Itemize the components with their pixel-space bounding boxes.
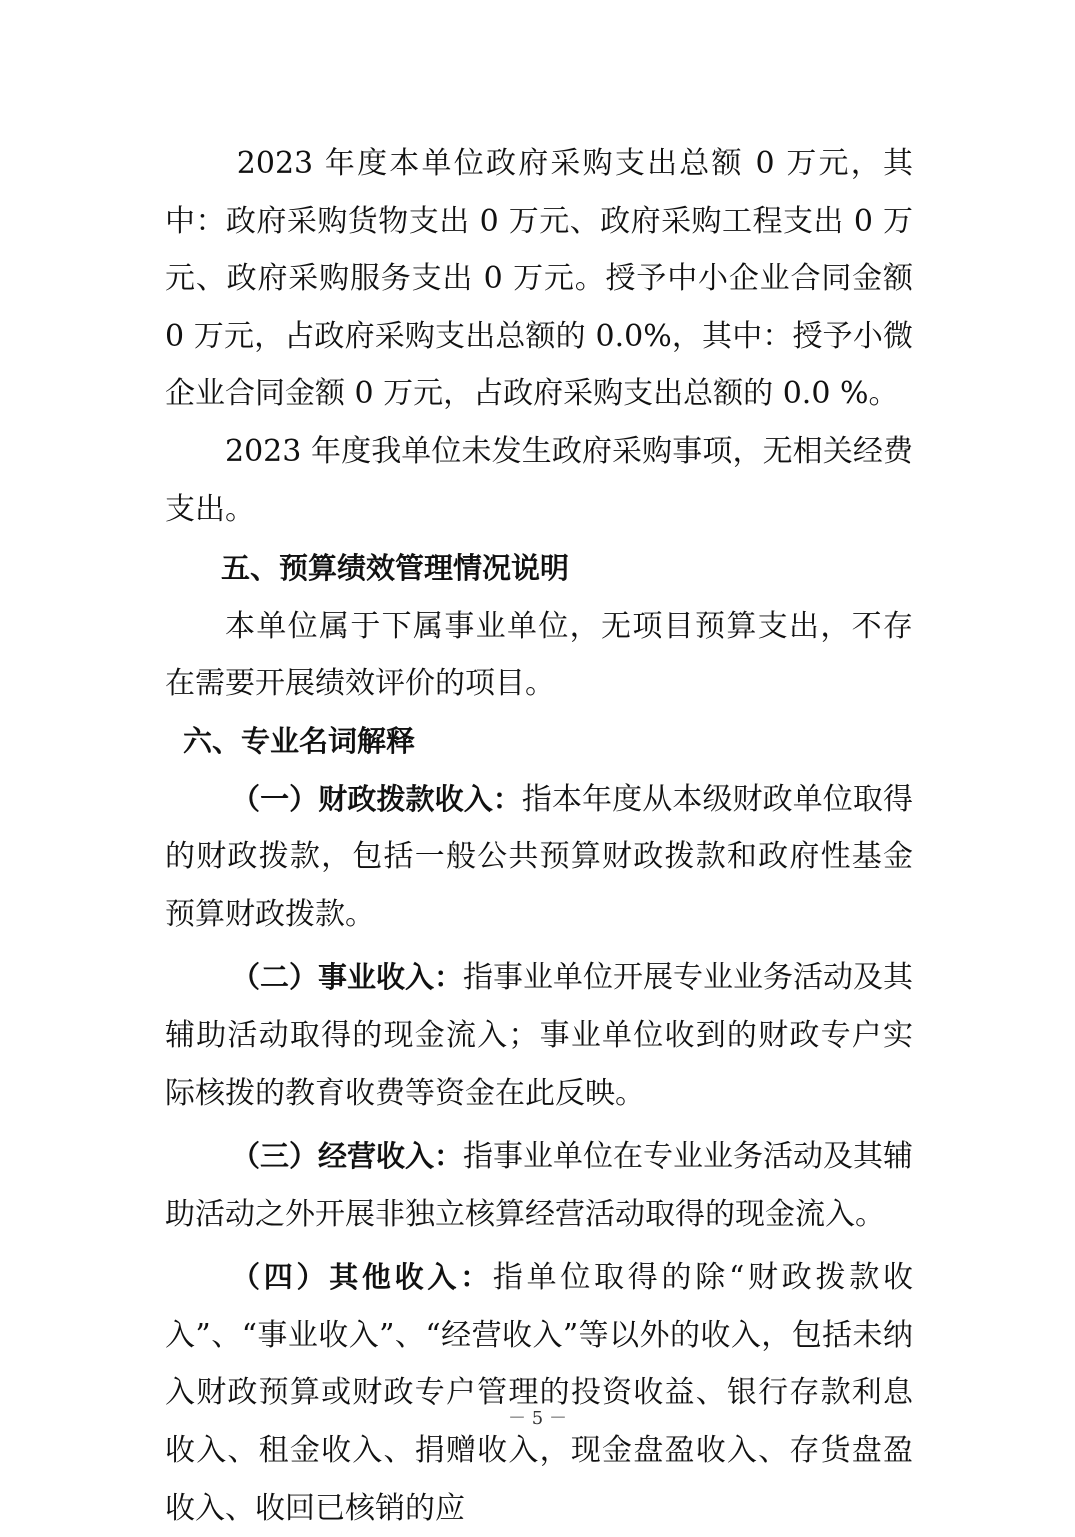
glossary-definition: 指单位取得的除“财政拨款收入”、“事业收入”、“经营收入”等以外的收入，包括未纳入财政预算或财政专户管理的投资收益、银行存款利息收入、租金收入、捐赠收入，现金盘盈收入、存货盘盈收入、收回已核销的应	[165, 1260, 913, 1526]
glossary-definition: 指本年度从本级财政单位取得的财政拨款，包括一般公共预算财政拨款和政府性基金预算财政拨款。	[165, 781, 913, 932]
section-heading-glossary: 六、专业名词解释	[183, 723, 416, 758]
section-heading-budget-performance: 五、预算绩效管理情况说明	[221, 551, 570, 586]
glossary-term: （三）经营收入：	[231, 1139, 464, 1174]
glossary-entry	[165, 1128, 913, 1243]
glossary-definition: 指事业单位在专业业务活动及其辅助活动之外开展非独立核算经营活动取得的现金流入。	[165, 1139, 914, 1232]
document-body	[165, 135, 923, 1537]
glossary-entry	[165, 949, 913, 1122]
glossary-entry	[165, 771, 913, 944]
glossary-term: （二）事业收入：	[231, 960, 464, 995]
paragraph-budget-performance: 本单位属于下属事业单位，无项目预算支出，不存在需要开展绩效评价的项目。	[165, 608, 913, 702]
paragraph-procurement-none: 2023 年度我单位未发生政府采购事项，无相关经费支出。	[165, 433, 913, 527]
paragraph-procurement-total: 2023 年度本单位政府采购支出总额 0 万元，其中：政府采购货物支出 0 万元、政府采购工程支出 0 万元、政府采购服务支出 0 万元。授予中小企业合同金额 0 万元，占政府采购支出总额的 0.0%，其中：授予小微企业合同金额 0 万元，占政府采购支出总额的 0.0 %。	[165, 146, 923, 412]
glossary-term: （一）财政拨款收入：	[231, 781, 522, 816]
glossary-definition: 指事业单位开展专业业务活动及其辅助活动取得的现金流入；事业单位收到的财政专户实际核拨的教育收费等资金在此反映。	[165, 960, 914, 1111]
page-number: － 5 －	[508, 1408, 567, 1429]
glossary-term: （四）其他收入：	[231, 1260, 493, 1295]
glossary-entry	[165, 1249, 913, 1537]
